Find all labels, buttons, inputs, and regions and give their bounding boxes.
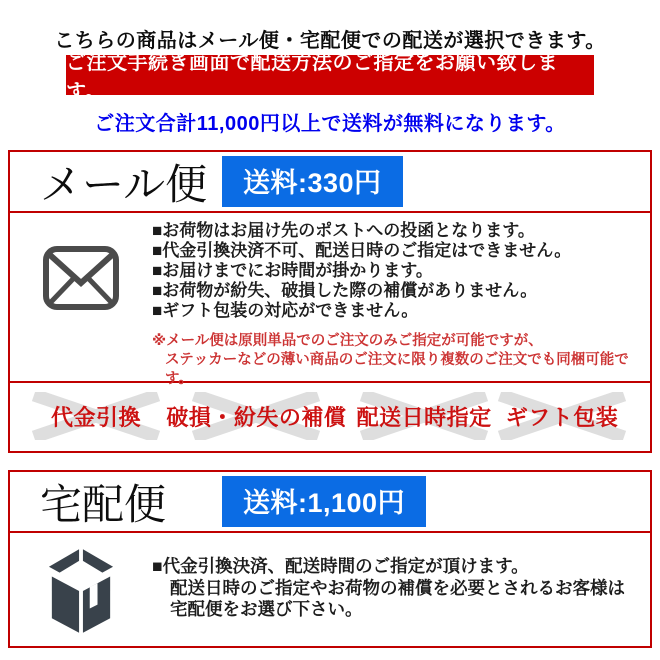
mail-service-section — [8, 150, 652, 453]
courier-note-line-3: 宅配便をお選び下さい。 — [170, 599, 363, 619]
courier-icon-column — [10, 533, 152, 646]
mail-notes-column — [152, 213, 650, 387]
unavailable-item-label: ギフト包装 — [505, 404, 619, 430]
unavailable-item-label: 代金引換 — [50, 404, 141, 430]
courier-service-title: 宅配便 — [40, 480, 167, 528]
courier-note-line-2: 配送日時のご指定やお荷物の補償を必要とされるお客様は — [170, 577, 625, 598]
courier-service-header — [10, 472, 650, 533]
order-procedure-banner-text: ご注文手続き画面で配送方法のご指定をお願い致します。 — [66, 52, 558, 103]
mail-note-item: ■お荷物はお届け先のポストへの投函となります。 — [152, 221, 535, 240]
unavailable-features-row — [10, 383, 650, 449]
unavailable-item-label: 配送日時指定 — [356, 404, 492, 430]
unavailable-item-datetime — [353, 390, 496, 442]
mail-icon-column — [10, 213, 152, 381]
courier-notes — [152, 533, 650, 646]
intro-text: こちらの商品はメール便・宅配便での配送が選択できます。 — [54, 30, 606, 52]
mail-caution-line-2: ステッカーなどの薄い商品のご注文に限り複数のご注文でも同梱可能です。 — [165, 352, 629, 387]
mail-fee-badge: 送料:330円 — [222, 156, 403, 207]
courier-note-line-1: ■代金引換決済、配送時間のご指定が頂けます。 — [152, 556, 529, 576]
mail-note-item: ■お荷物が紛失、破損した際の補償がありません。 — [152, 281, 538, 300]
unavailable-item-label: 破損・紛失の補償 — [166, 404, 347, 430]
courier-fee-badge: 送料:1,100円 — [222, 476, 426, 527]
mail-note-item: ■ギフト包装の対応ができません。 — [152, 301, 419, 320]
order-procedure-banner — [66, 52, 594, 103]
envelope-icon — [42, 245, 120, 316]
package-icon — [47, 549, 115, 640]
courier-service-details — [10, 533, 650, 646]
mail-caution-note — [152, 332, 650, 389]
mail-service-title: メール便 — [40, 160, 208, 208]
mail-service-details — [10, 213, 650, 387]
unavailable-item-giftwrap — [498, 390, 626, 442]
mail-note-item: ■代金引換決済不可、配送日時のご指定はできません。 — [152, 241, 572, 260]
mail-notes-list — [152, 221, 650, 321]
courier-service-section — [8, 470, 652, 648]
free-shipping-text: ご注文合計11,000円以上で送料が無料になります。 — [94, 113, 566, 135]
mail-service-header — [10, 152, 650, 213]
mail-caution-line-1: ※メール便は原則単品でのご注文のみご指定が可能ですが、 — [152, 333, 543, 349]
unavailable-item-compensation — [162, 390, 350, 442]
unavailable-item-cod — [32, 390, 160, 442]
mail-note-item: ■お届けまでにお時間が掛かります。 — [152, 261, 433, 280]
